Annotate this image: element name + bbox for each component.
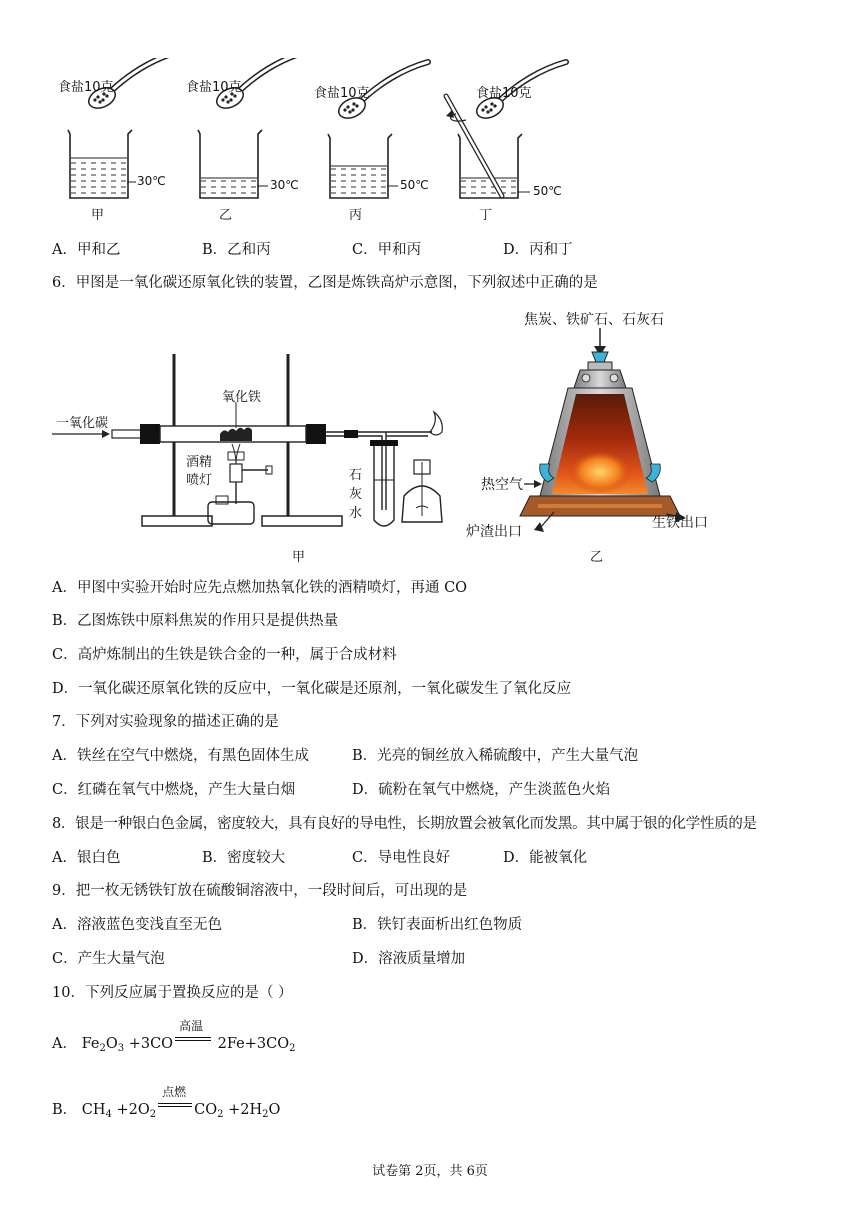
q5-option-c[interactable]: C．甲和丙 (352, 242, 422, 258)
q10-option-a-condition: 高温 (179, 1019, 204, 1033)
q9-option-b[interactable]: B．铁钉表面析出红色物质 (352, 917, 523, 933)
label-limewater: 石灰水 (349, 468, 363, 521)
q5-option-d[interactable]: D．丙和丁 (503, 242, 573, 258)
q9-option-d[interactable]: D．溶液质量增加 (352, 951, 466, 967)
q8-stem: 8．银是一种银白色金属，密度较大，具有良好的导电性，长期放置会被氧化而发黑。其中属于银的化学性质的是 (52, 816, 757, 832)
q5-temp-ding: 50℃ (533, 184, 562, 198)
q5-temp-bing: 50℃ (400, 178, 429, 192)
q7-option-a[interactable]: A．铁丝在空气中燃烧，有黑色固体生成 (52, 748, 309, 764)
label-hot-air: 热空气 (481, 477, 523, 493)
q8-option-b[interactable]: B．密度较大 (202, 850, 286, 866)
q6-option-d[interactable]: D．一氧化碳还原氧化铁的反应中，一氧化碳是还原剂，一氧化碳发生了氧化反应 (52, 681, 572, 697)
q5-option-a[interactable]: A．甲和乙 (52, 242, 121, 258)
q10-option-a-label: A． (52, 1036, 77, 1052)
q10-option-b[interactable] (52, 1085, 281, 1125)
q5-temp-yi: 30℃ (270, 178, 299, 192)
q6-apparatus-figure (52, 340, 472, 540)
q6-option-b[interactable]: B．乙图炼铁中原料焦炭的作用只是提供热量 (52, 613, 339, 629)
q5-salt-label-ding: 食盐10克 (476, 86, 532, 101)
q10-stem: 10．下列反应属于置换反应的是（ ） (52, 985, 293, 1001)
q5-name-yi: 乙 (219, 208, 233, 223)
q5-temp-jia: 30℃ (137, 174, 166, 188)
figure-label-jia: 甲 (292, 550, 306, 565)
q9-option-a[interactable]: A．溶液蓝色变浅直至无色 (52, 917, 222, 933)
q10-option-b-equation: $CH_4 +2O_2$ 点燃 $CO_2 +2H_2O$ (82, 1102, 281, 1118)
q8-option-a[interactable]: A．银白色 (52, 850, 121, 866)
label-furnace-raw-materials: 焦炭、铁矿石、石灰石 (524, 312, 664, 328)
label-alcohol-blowtorch: 酒精喷灯 (186, 455, 213, 488)
q10-option-b-condition: 点燃 (162, 1085, 187, 1099)
q5-salt-label-bing: 食盐10克 (314, 86, 370, 101)
q8-option-c[interactable]: C．导电性良好 (352, 850, 451, 866)
q6-option-c[interactable]: C．高炉炼制出的生铁是铁合金的一种，属于合成材料 (52, 647, 397, 663)
q7-option-d[interactable]: D．硫粉在氧气中燃烧，产生淡蓝色火焰 (352, 782, 611, 798)
q6-option-a[interactable]: A．甲图中实验开始时应先点燃加热氧化铁的酒精喷灯，再通 CO (52, 580, 468, 596)
q10-option-a-equation: $Fe_2O_3 +3CO$ 高温 $2Fe+3CO_2$ (82, 1036, 296, 1052)
q5-salt-label-yi: 食盐10克 (186, 80, 242, 95)
page-footer: 试卷第 2页，共 6页 (372, 1164, 488, 1179)
q6-blast-furnace-figure (480, 300, 760, 560)
q9-option-c[interactable]: C．产生大量气泡 (52, 951, 165, 967)
q10-option-b-label: B． (52, 1102, 78, 1118)
q5-option-b[interactable]: B．乙和丙 (202, 242, 271, 258)
q7-option-c[interactable]: C．红磷在氧气中燃烧，产生大量白烟 (52, 782, 296, 798)
q5-salt-label-jia: 食盐10克 (58, 80, 114, 95)
q5-name-bing: 丙 (349, 208, 363, 223)
label-slag-outlet: 炉渣出口 (466, 524, 522, 540)
q7-option-b[interactable]: B．光亮的铜丝放入稀硫酸中，产生大量气泡 (352, 748, 639, 764)
q10-option-a[interactable] (52, 1019, 296, 1059)
label-carbon-monoxide: 一氧化碳 (56, 416, 109, 431)
q9-stem: 9．把一枚无锈铁钉放在硫酸铜溶液中，一段时间后，可出现的是 (52, 883, 468, 899)
q5-name-jia: 甲 (91, 208, 105, 223)
figure-label-yi: 乙 (590, 550, 604, 565)
q8-option-d[interactable]: D．能被氧化 (503, 850, 588, 866)
label-iron-oxide: 氧化铁 (222, 390, 262, 405)
q7-stem: 7．下列对实验现象的描述正确的是 (52, 714, 279, 730)
q6-stem: 6．甲图是一氧化碳还原氧化铁的装置，乙图是炼铁高炉示意图，下列叙述中正确的是 (52, 275, 598, 291)
q5-name-ding: 丁 (479, 208, 493, 223)
label-pig-iron-outlet: 生铁出口 (652, 515, 708, 531)
